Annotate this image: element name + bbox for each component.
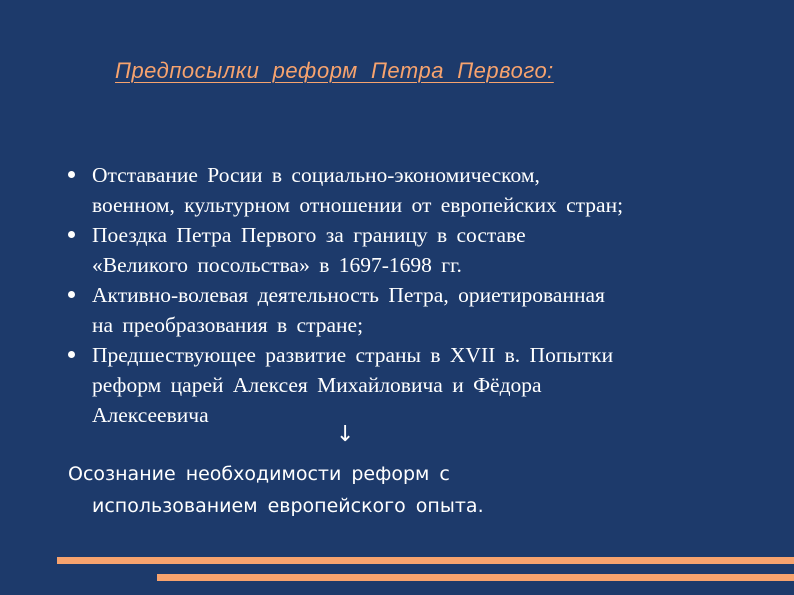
bullet-text-line: Отставание Росии в социально-экономическом, [92,163,540,187]
decorative-stripe-bottom [157,574,794,581]
bullet-dot-icon [68,231,75,238]
bullet-item [68,160,758,220]
bullet-text-line: Предшествующее развитие страны в XVII в. Попытки [92,343,614,367]
down-arrow-icon: ↓ [336,422,355,447]
conclusion-line: Осознание необходимости реформ с [68,463,450,485]
bullet-text-line: на преобразования в стране; [92,313,364,337]
bullet-item [68,340,758,430]
bullet-text-line: «Великого посольства» в 1697-1698 гг. [92,253,462,277]
bullet-dot-icon [68,351,75,358]
bullet-dot-icon [68,291,75,298]
slide-title [57,58,554,84]
bullet-list [68,160,758,430]
conclusion-line: использованием европейского опыта. [92,495,484,517]
bullet-text-line: Поездка Петра Первого за границу в составе [92,223,526,247]
bullet-item [68,220,758,280]
slide-title-text: Предпосылки реформ Петра Первого: [115,58,554,83]
bullet-text-line: Алексеевича [92,403,209,427]
bullet-dot-icon [68,171,75,178]
bullet-text-line: Активно-волевая деятельность Петра, ориетированная [92,283,605,307]
bullet-item [68,280,758,340]
conclusion-text [68,458,668,522]
decorative-stripe-top [57,557,794,564]
bullet-text-line: военном, культурном отношении от европейских стран; [92,193,624,217]
bullet-text-line: реформ царей Алексея Михайловича и Фёдора [92,373,542,397]
